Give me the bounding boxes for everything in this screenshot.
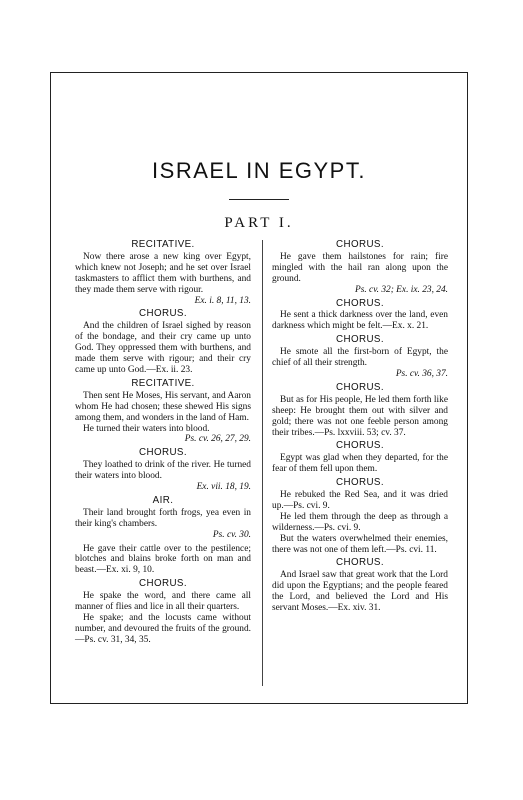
section-paragraph: He sent a thick darkness over the land, even darkness which might be felt.—Ex. x. 21. — [272, 310, 448, 332]
section-heading: CHORUS. — [336, 381, 384, 393]
section-heading: AIR. — [152, 494, 174, 506]
scripture-reference: Ps. cv. 36, 37. — [395, 368, 448, 379]
text-section — [75, 240, 251, 306]
scripture-reference: Ps. cv. 30. — [212, 529, 251, 540]
text-section — [75, 379, 251, 445]
text-section — [75, 579, 251, 645]
section-paragraph: Egypt was glad when they departed, for the fear of them fell upon them. — [272, 453, 448, 475]
section-paragraph: He smote all the first-born of Egypt, the chief of all their strength. — [272, 347, 448, 369]
section-paragraph: He led them through the deep as through a wilderness.—Ps. cvi. 9. — [272, 511, 448, 533]
text-section — [75, 544, 251, 577]
section-paragraph: And Israel saw that great work that the Lord did upon the Egyptians; and the people feared the Lord, and believed the Lord and His servant Moses.—Ex. xiv. 31. — [272, 570, 448, 614]
section-heading: RECITATIVE. — [131, 377, 195, 389]
section-paragraph: And the children of Israel sighed by reason of the bondage, and their cry came up unto God. They oppressed them with burthens, and made them serve with rigour; and their cry came up unto God.—Ex. ii. 23. — [75, 321, 251, 375]
section-paragraph: He turned their waters into blood. — [83, 423, 210, 434]
section-paragraph: He rebuked the Red Sea, and it was dried up.—Ps. cvi. 9. — [272, 490, 448, 511]
text-section — [272, 240, 448, 296]
text-section — [272, 383, 448, 439]
section-paragraph: But the waters overwhelmed their enemies, there was not one of them left.—Ps. cvi. 11. — [272, 533, 448, 555]
section-heading: CHORUS. — [139, 578, 187, 590]
section-paragraph: He gave their cattle over to the pestilence; blotches and blains broke forth on man and beast.—Ex. xi. 9, 10. — [75, 543, 251, 576]
section-paragraph: Their land brought forth frogs, yea even in their king's chambers. — [75, 507, 251, 529]
text-section — [75, 309, 251, 375]
text-section — [272, 441, 448, 475]
text-section — [75, 448, 251, 493]
scripture-reference: Ex. i. 8, 11, 13. — [194, 295, 251, 306]
section-heading: CHORUS. — [139, 447, 187, 459]
part-heading: PART I. — [224, 215, 294, 231]
page-title: ISRAEL IN EGYPT. — [152, 158, 366, 183]
section-heading: CHORUS. — [139, 308, 187, 320]
section-heading: CHORUS. — [336, 334, 384, 346]
section-heading: CHORUS. — [336, 297, 384, 309]
text-section — [272, 558, 448, 614]
scripture-reference: Ps. cv. 26, 27, 29. — [184, 434, 251, 445]
section-heading: RECITATIVE. — [131, 239, 195, 250]
text-section — [272, 335, 448, 380]
section-heading: CHORUS. — [336, 477, 384, 489]
section-paragraph: But as for His people, He led them forth like sheep: He brought them out with silver and gold; there was not one feeble person among their tribes.—Ps. lxxviii. 53; cv. 37. — [272, 394, 448, 438]
left-column — [75, 238, 251, 649]
scripture-reference: Ex. vii. 18, 19. — [196, 482, 251, 493]
section-paragraph: He spake; and the locusts came without number, and devoured the fruits of the ground.—Ps. cv. 31, 34, 35. — [75, 613, 251, 645]
section-paragraph: Then sent He Moses, His servant, and Aaron whom He had chosen; these shewed His signs among them, and wonders in the land of Ham. — [75, 390, 251, 423]
text-section — [272, 299, 448, 333]
scripture-reference: Ps. cv. 32; Ex. ix. 23, 24. — [354, 284, 448, 295]
section-paragraph: They loathed to drink of the river. He turned their waters into blood. — [75, 460, 251, 482]
section-heading: CHORUS. — [336, 239, 384, 250]
section-heading: CHORUS. — [336, 440, 384, 452]
section-paragraph: He gave them hailstones for rain; fire mingled with the hail ran along upon the ground. — [272, 251, 448, 284]
right-column — [272, 238, 448, 617]
column-divider — [262, 240, 263, 686]
section-heading: CHORUS. — [336, 557, 384, 569]
text-section — [75, 496, 251, 541]
text-section — [272, 478, 448, 555]
section-paragraph: He spake the word, and there came all manner of flies and lice in all their quarters. — [75, 591, 251, 613]
section-paragraph: Now there arose a new king over Egypt, which knew not Joseph; and he set over Israel taskmasters to afflict them with burthens, and they made them serve with rigour. — [75, 251, 251, 295]
title-rule — [229, 199, 289, 200]
